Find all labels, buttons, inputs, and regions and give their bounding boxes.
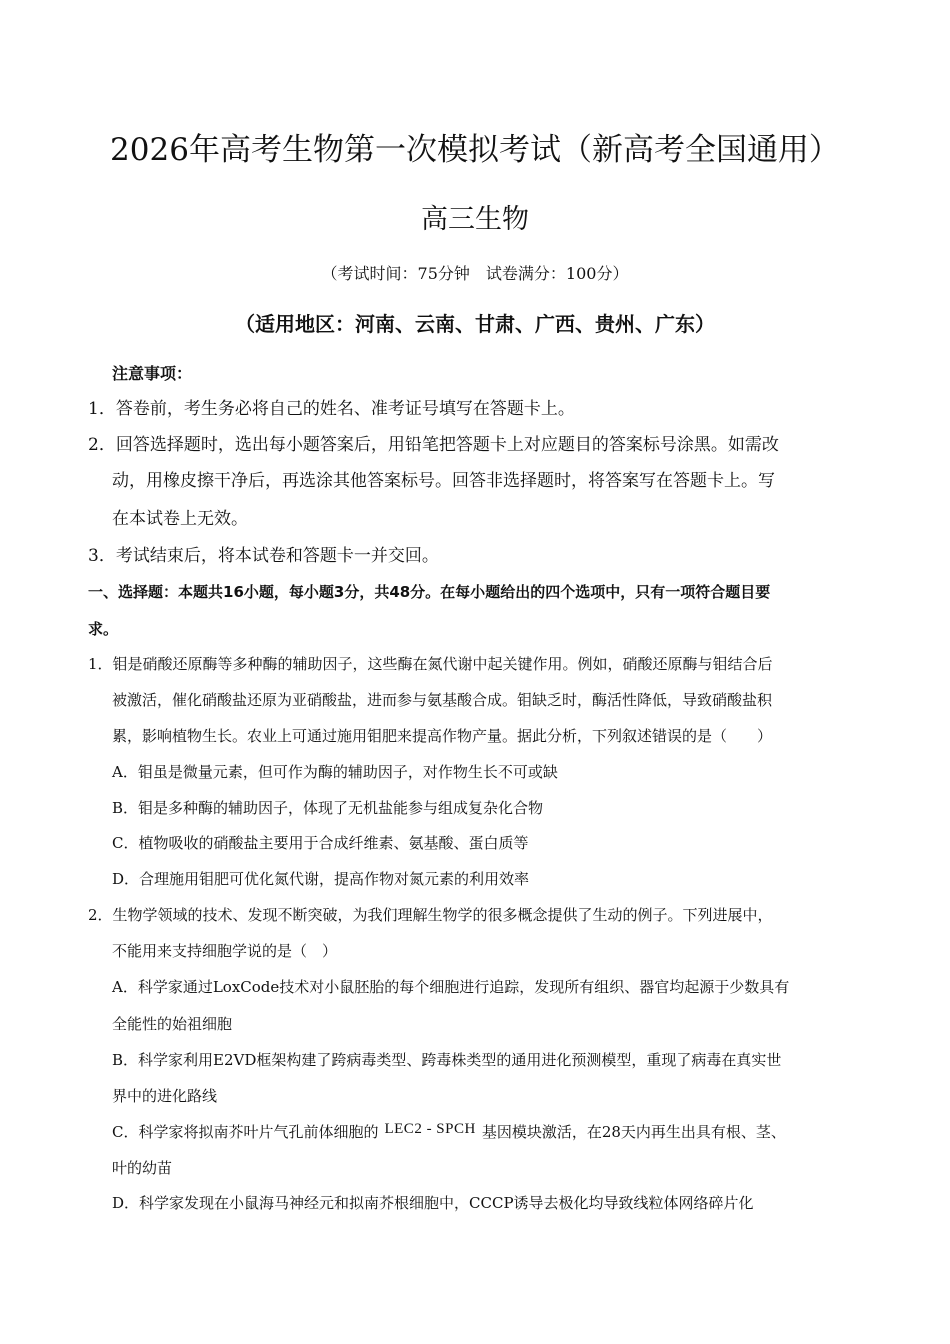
question-2-stem-cont: 不能用来支持细胞学说的是（ ） (112, 942, 338, 960)
exam-title: 2026年高考生物第一次模拟考试（新高考全国通用） (110, 132, 840, 168)
notice-item-3: 3．考试结束后，将本试卷和答题卡一并交回。 (88, 546, 439, 566)
notice-item-1: 1．答卷前，考生务必将自己的姓名、准考证号填写在答题卡上。 (88, 399, 575, 419)
question-1-stem-cont2: 累，影响植物生长。农业上可通过施用钼肥来提高作物产量。据此分析，下列叙述错误的是（ ） (112, 727, 773, 745)
question-1-option-a: A．钼虽是微量元素，但可作为酶的辅助因子，对作物生长不可或缺 (112, 763, 558, 781)
question-2-option-c-cont: 叶的幼苗 (112, 1159, 173, 1177)
section-heading-cont: 求。 (88, 620, 119, 638)
notice-item-2-cont2: 在本试卷上无效。 (112, 509, 248, 529)
option-c-text-post: 基因模块激活，在28天内再生出具有根、茎、 (481, 1123, 786, 1141)
question-2-option-a: A．科学家通过LoxCode技术对小鼠胚胎的每个细胞进行追踪，发现所有组织、器官均起源于少数具有 (112, 978, 790, 996)
exam-subtitle: 高三生物 (421, 204, 529, 235)
notice-item-2-cont: 动，用橡皮擦干净后，再选涂其他答案标号。回答非选择题时，将答案写在答题卡上。写 (112, 471, 775, 491)
question-1-stem: 1．钼是硝酸还原酶等多种酶的辅助因子，这些酶在氮代谢中起关键作用。例如，硝酸还原酶与钼结合后 (88, 655, 773, 673)
question-1-option-c: C．植物吸收的硝酸盐主要用于合成纤维素、氨基酸、蛋白质等 (112, 834, 529, 852)
question-1-stem-cont: 被激活，催化硝酸盐还原为亚硝酸盐，进而参与氨基酸合成。钼缺乏时，酶活性降低，导致硝酸盐积 (112, 691, 773, 709)
question-2-option-a-cont: 全能性的始祖细胞 (112, 1015, 233, 1033)
question-2-option-b: B．科学家利用E2VD框架构建了跨病毒类型、跨毒株类型的通用进化预测模型，重现了病毒在真实世 (112, 1051, 782, 1069)
question-2-option-d: D．科学家发现在小鼠海马神经元和拟南芥根细胞中，CCCP诱导去极化均导致线粒体网络碎片化 (112, 1194, 754, 1212)
option-c-text-pre: C．科学家将拟南芥叶片气孔前体细胞的 (112, 1123, 379, 1141)
question-2-stem: 2．生物学领域的技术、发现不断突破，为我们理解生物学的很多概念提供了生动的例子。下列进展中， (88, 906, 773, 924)
question-2-option-c (112, 1120, 786, 1145)
exam-timing: （考试时间：75分钟 试卷满分：100分） (321, 264, 629, 283)
question-1-option-b: B．钼是多种酶的辅助因子，体现了无机盐能参与组成复杂化合物 (112, 799, 544, 817)
question-2-option-b-cont: 界中的进化路线 (112, 1087, 218, 1105)
gene-module-label: LEC2 - SPCH (384, 1121, 476, 1137)
question-1-option-d: D．合理施用钼肥可优化氮代谢，提高作物对氮元素的利用效率 (112, 870, 530, 888)
section-heading: 一、选择题：本题共16小题，每小题3分，共48分。在每小题给出的四个选项中，只有一项符合题目要 (88, 583, 771, 601)
notice-heading: 注意事项： (112, 364, 193, 383)
notice-item-2: 2．回答选择题时，选出每小题答案后，用铅笔把答题卡上对应题目的答案标号涂黑。如需改 (88, 435, 779, 455)
applicable-region: （适用地区：河南、云南、甘肃、广西、贵州、广东） (235, 312, 715, 336)
